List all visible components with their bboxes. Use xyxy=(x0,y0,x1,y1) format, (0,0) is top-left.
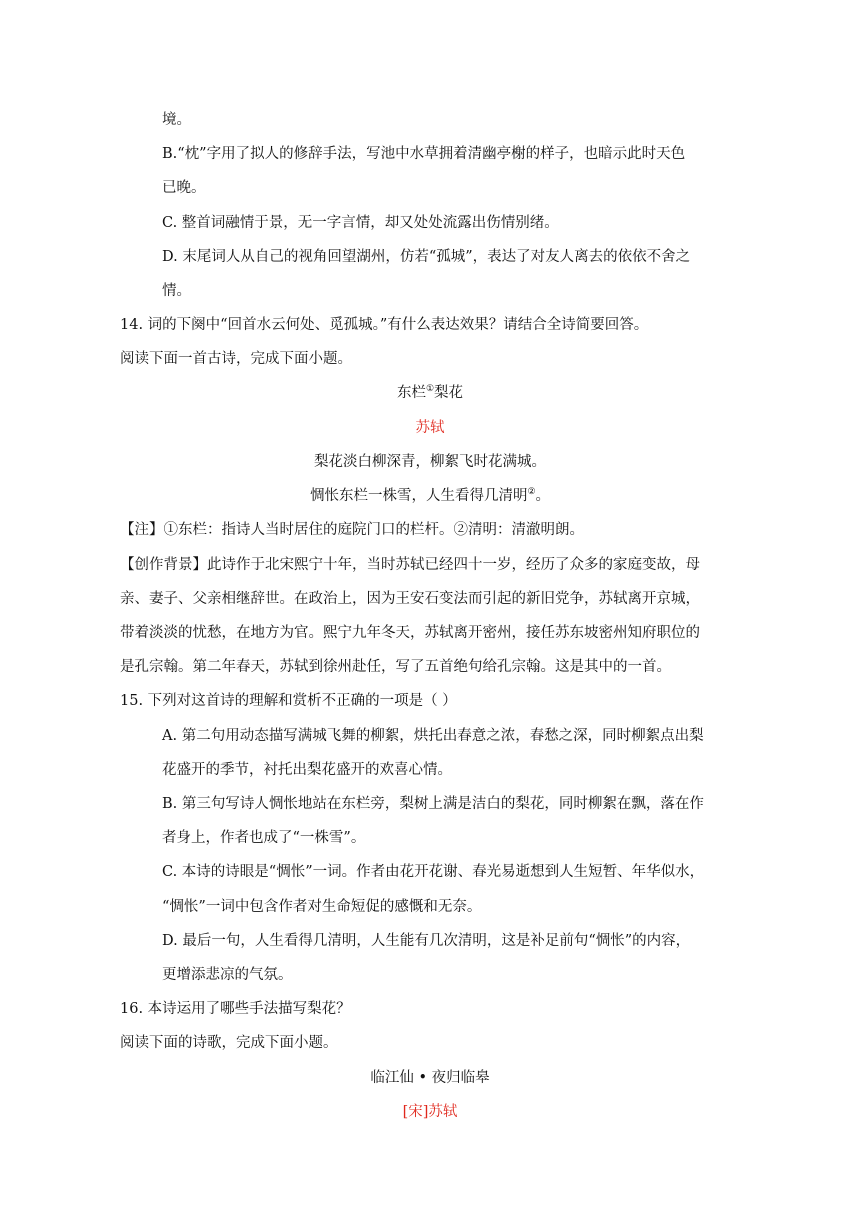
footnote-marker-2: ② xyxy=(527,487,536,498)
poem-1-line-1: 梨花淡白柳深青，柳絮飞时花满城。 xyxy=(314,454,546,470)
reading-instruction-1: 阅读下面一首古诗，完成下面小题。 xyxy=(120,351,352,367)
poem-1-line-2-text: 惆怅东栏一株雪，人生看得几清明 xyxy=(309,488,528,504)
option-a-continuation: 境。 xyxy=(162,112,191,128)
question-14: 14. 词的下阕中“回首水云何处、觅孤城。”有什么表达效果？请结合全诗简要回答。 xyxy=(120,317,649,333)
question-15: 15. 下列对这首诗的理解和赏析不正确的一项是（ ） xyxy=(120,693,457,709)
option-d-line-1: D. 末尾词人从自己的视角回望湖州，仿若“孤城”，表达了对友人离去的依依不舍之 xyxy=(162,249,691,265)
poem-1-line-2 xyxy=(0,486,860,506)
footnote-marker-1: ① xyxy=(425,384,435,395)
poem-2-byline xyxy=(0,1102,860,1122)
q15-option-a-line-2: 花盛开的季节，衬托出梨花盛开的欢喜心情。 xyxy=(162,762,452,778)
background-line-4: 是孔宗翰。第二年春天，苏轼到徐州赴任，写了五首绝句给孔宗翰。这是其中的一首。 xyxy=(120,659,671,675)
q15-option-a-line-1: A. 第二句用动态描写满城飞舞的柳絮，烘托出春意之浓，春愁之深，同时柳絮点出梨 xyxy=(162,728,704,744)
poem-2-title: 临江仙 • 夜归临皋 xyxy=(370,1070,490,1086)
option-b-line-1: B.“枕”字用了拟人的修辞手法，写池中水草拥着清幽亭榭的样子，也暗示此时天色 xyxy=(162,146,686,162)
q15-option-b-line-2: 者身上，作者也成了“一株雪”。 xyxy=(162,830,366,846)
poem-1-note: 【注】①东栏：指诗人当时居住的庭院门口的栏杆。②清明：清澈明朗。 xyxy=(120,522,584,538)
poem-1-title-main: 东栏 xyxy=(396,385,426,401)
option-c: C. 整首词融情于景，无一字言情，却又处处流露出伤情别绪。 xyxy=(162,215,559,231)
option-b-line-2: 已晚。 xyxy=(162,180,206,196)
poem-1-line-2-end: 。 xyxy=(535,488,551,504)
poem-1-title-rest: 梨花 xyxy=(434,385,464,401)
poem-2-dynasty: [宋] xyxy=(402,1104,429,1120)
poem-2-author: 苏轼 xyxy=(428,1104,458,1120)
q15-option-d-line-2: 更增添悲凉的气氛。 xyxy=(162,967,293,983)
option-d-line-2: 情。 xyxy=(162,283,191,299)
q15-option-b-line-1: B. 第三句写诗人惆怅地站在东栏旁，梨树上满是洁白的梨花，同时柳絮在飘，落在作 xyxy=(162,796,704,812)
background-line-3: 带着淡淡的忧愁，在地方为官。熙宁九年冬天，苏轼离开密州，接任苏东坡密州知府职位的 xyxy=(120,625,700,641)
poem-1-title xyxy=(0,383,860,403)
reading-instruction-2: 阅读下面的诗歌，完成下面小题。 xyxy=(120,1035,338,1051)
q15-option-c-line-2: “惆怅”一词中包含作者对生命短促的感慨和无奈。 xyxy=(162,899,482,915)
background-line-2: 亲、妻子、父亲相继辞世。在政治上，因为王安石变法而引起的新旧党争，苏轼离开京城， xyxy=(120,591,700,607)
poem-1-author: 苏轼 xyxy=(415,420,445,436)
background-line-1: 【创作背景】此诗作于北宋熙宁十年，当时苏轼已经四十一岁，经历了众多的家庭变故，母 xyxy=(120,557,700,573)
q15-option-c-line-1: C. 本诗的诗眼是“惆怅”一词。作者由花开花谢、春光易逝想到人生短暂、年华似水， xyxy=(162,864,705,880)
q15-option-d-line-1: D. 最后一句，人生看得几清明，人生能有几次清明，这是补足前句“惆怅”的内容， xyxy=(162,933,691,949)
question-16: 16. 本诗运用了哪些手法描写梨花？ xyxy=(120,1001,351,1017)
